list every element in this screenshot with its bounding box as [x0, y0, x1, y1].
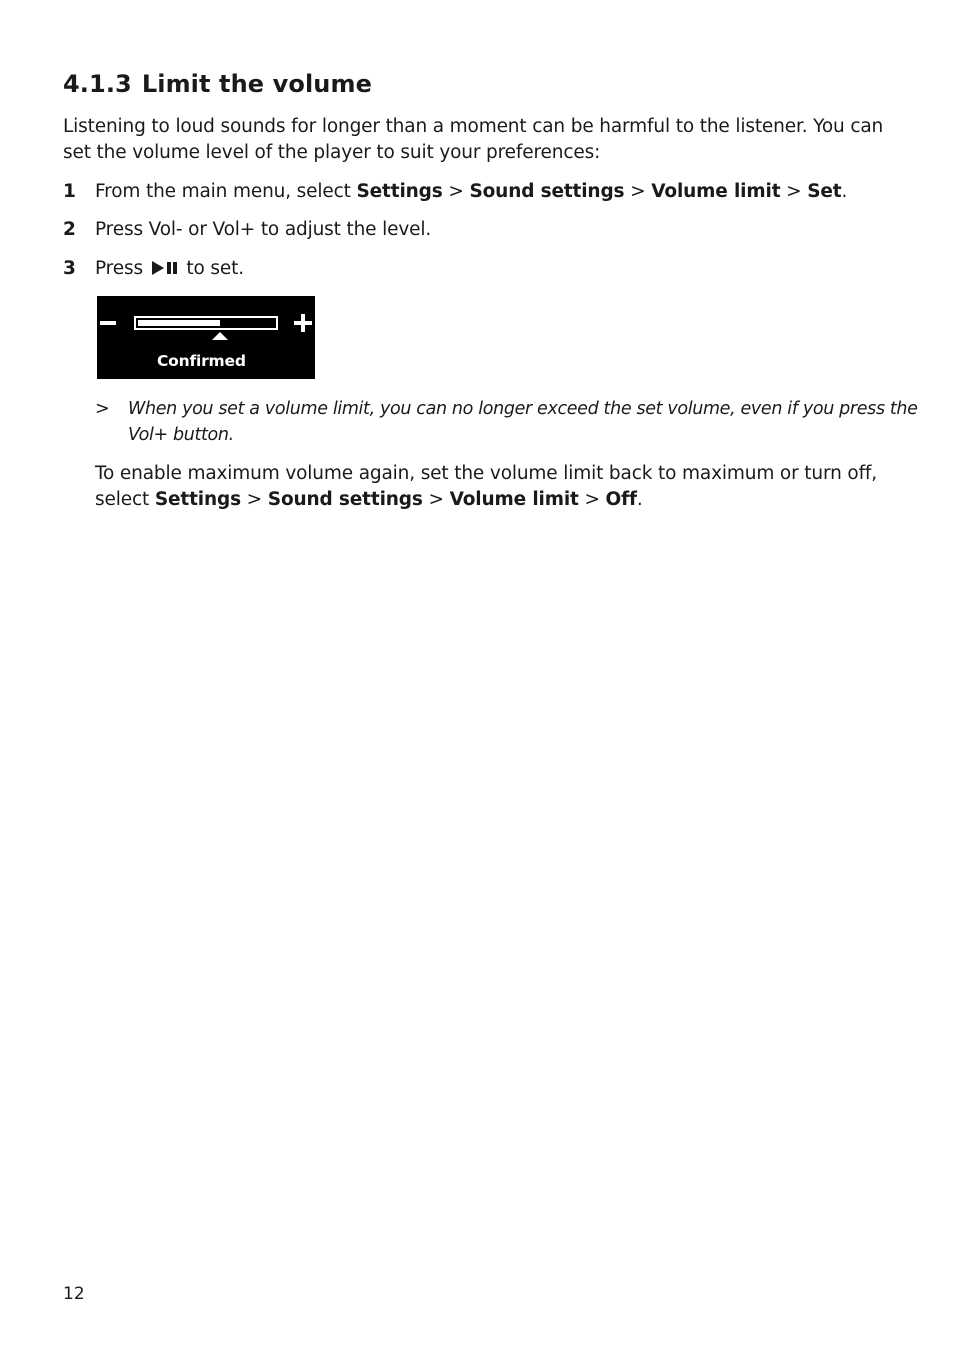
menu-path-volume-limit: Volume limit: [449, 489, 579, 510]
result-line-1: When you set a volume limit, you can no longer exceed the set volume, even if you press the: [128, 399, 918, 419]
step-text: From the main menu, select Settings > Sound settings > Volume limit > Set.: [95, 181, 848, 202]
outro-paragraph: To enable maximum volume again, set the volume limit back to maximum or turn off, select Settings > Sound settings > Volume limit > Off.: [95, 463, 878, 510]
result-marker: >: [95, 399, 110, 419]
menu-path-sound-settings: Sound settings: [267, 489, 423, 510]
menu-path-off: Off: [605, 489, 637, 510]
menu-path-volume-limit: Volume limit: [651, 181, 781, 202]
outro-line-1: To enable maximum volume again, set the volume limit back to maximum or turn off,: [95, 463, 878, 484]
plus-icon: [294, 314, 312, 332]
step-number: 2: [63, 219, 76, 240]
play-pause-icon: [151, 258, 179, 284]
menu-path-settings: Settings: [154, 489, 241, 510]
step-text: Press Vol- or Vol+ to adjust the level.: [95, 219, 432, 240]
section-heading: [63, 70, 372, 98]
step-number: 1: [63, 181, 76, 202]
page-number: 12: [63, 1284, 85, 1304]
status-text: Confirmed: [157, 352, 246, 370]
step-number: 3: [63, 258, 76, 279]
result-text: [128, 396, 918, 448]
intro-line-1: Listening to loud sounds for longer than a moment can be harmful to the listener. You can: [63, 116, 884, 137]
result-line-2: Vol+ button.: [128, 425, 234, 445]
minus-icon: [100, 321, 116, 325]
volume-bar-fill: [138, 320, 220, 326]
menu-path-set: Set: [807, 181, 842, 202]
menu-path-settings: Settings: [356, 181, 443, 202]
step-text: Press to set.: [95, 256, 244, 284]
intro-paragraph: [63, 114, 883, 166]
menu-path-sound-settings: Sound settings: [469, 181, 625, 202]
section-title: Limit the volume: [141, 70, 372, 98]
volume-limit-marker: [212, 332, 228, 340]
device-screen: [97, 296, 315, 379]
intro-line-2: set the volume level of the player to suit your preferences:: [63, 142, 601, 163]
section-number: 4.1.3: [63, 70, 132, 98]
